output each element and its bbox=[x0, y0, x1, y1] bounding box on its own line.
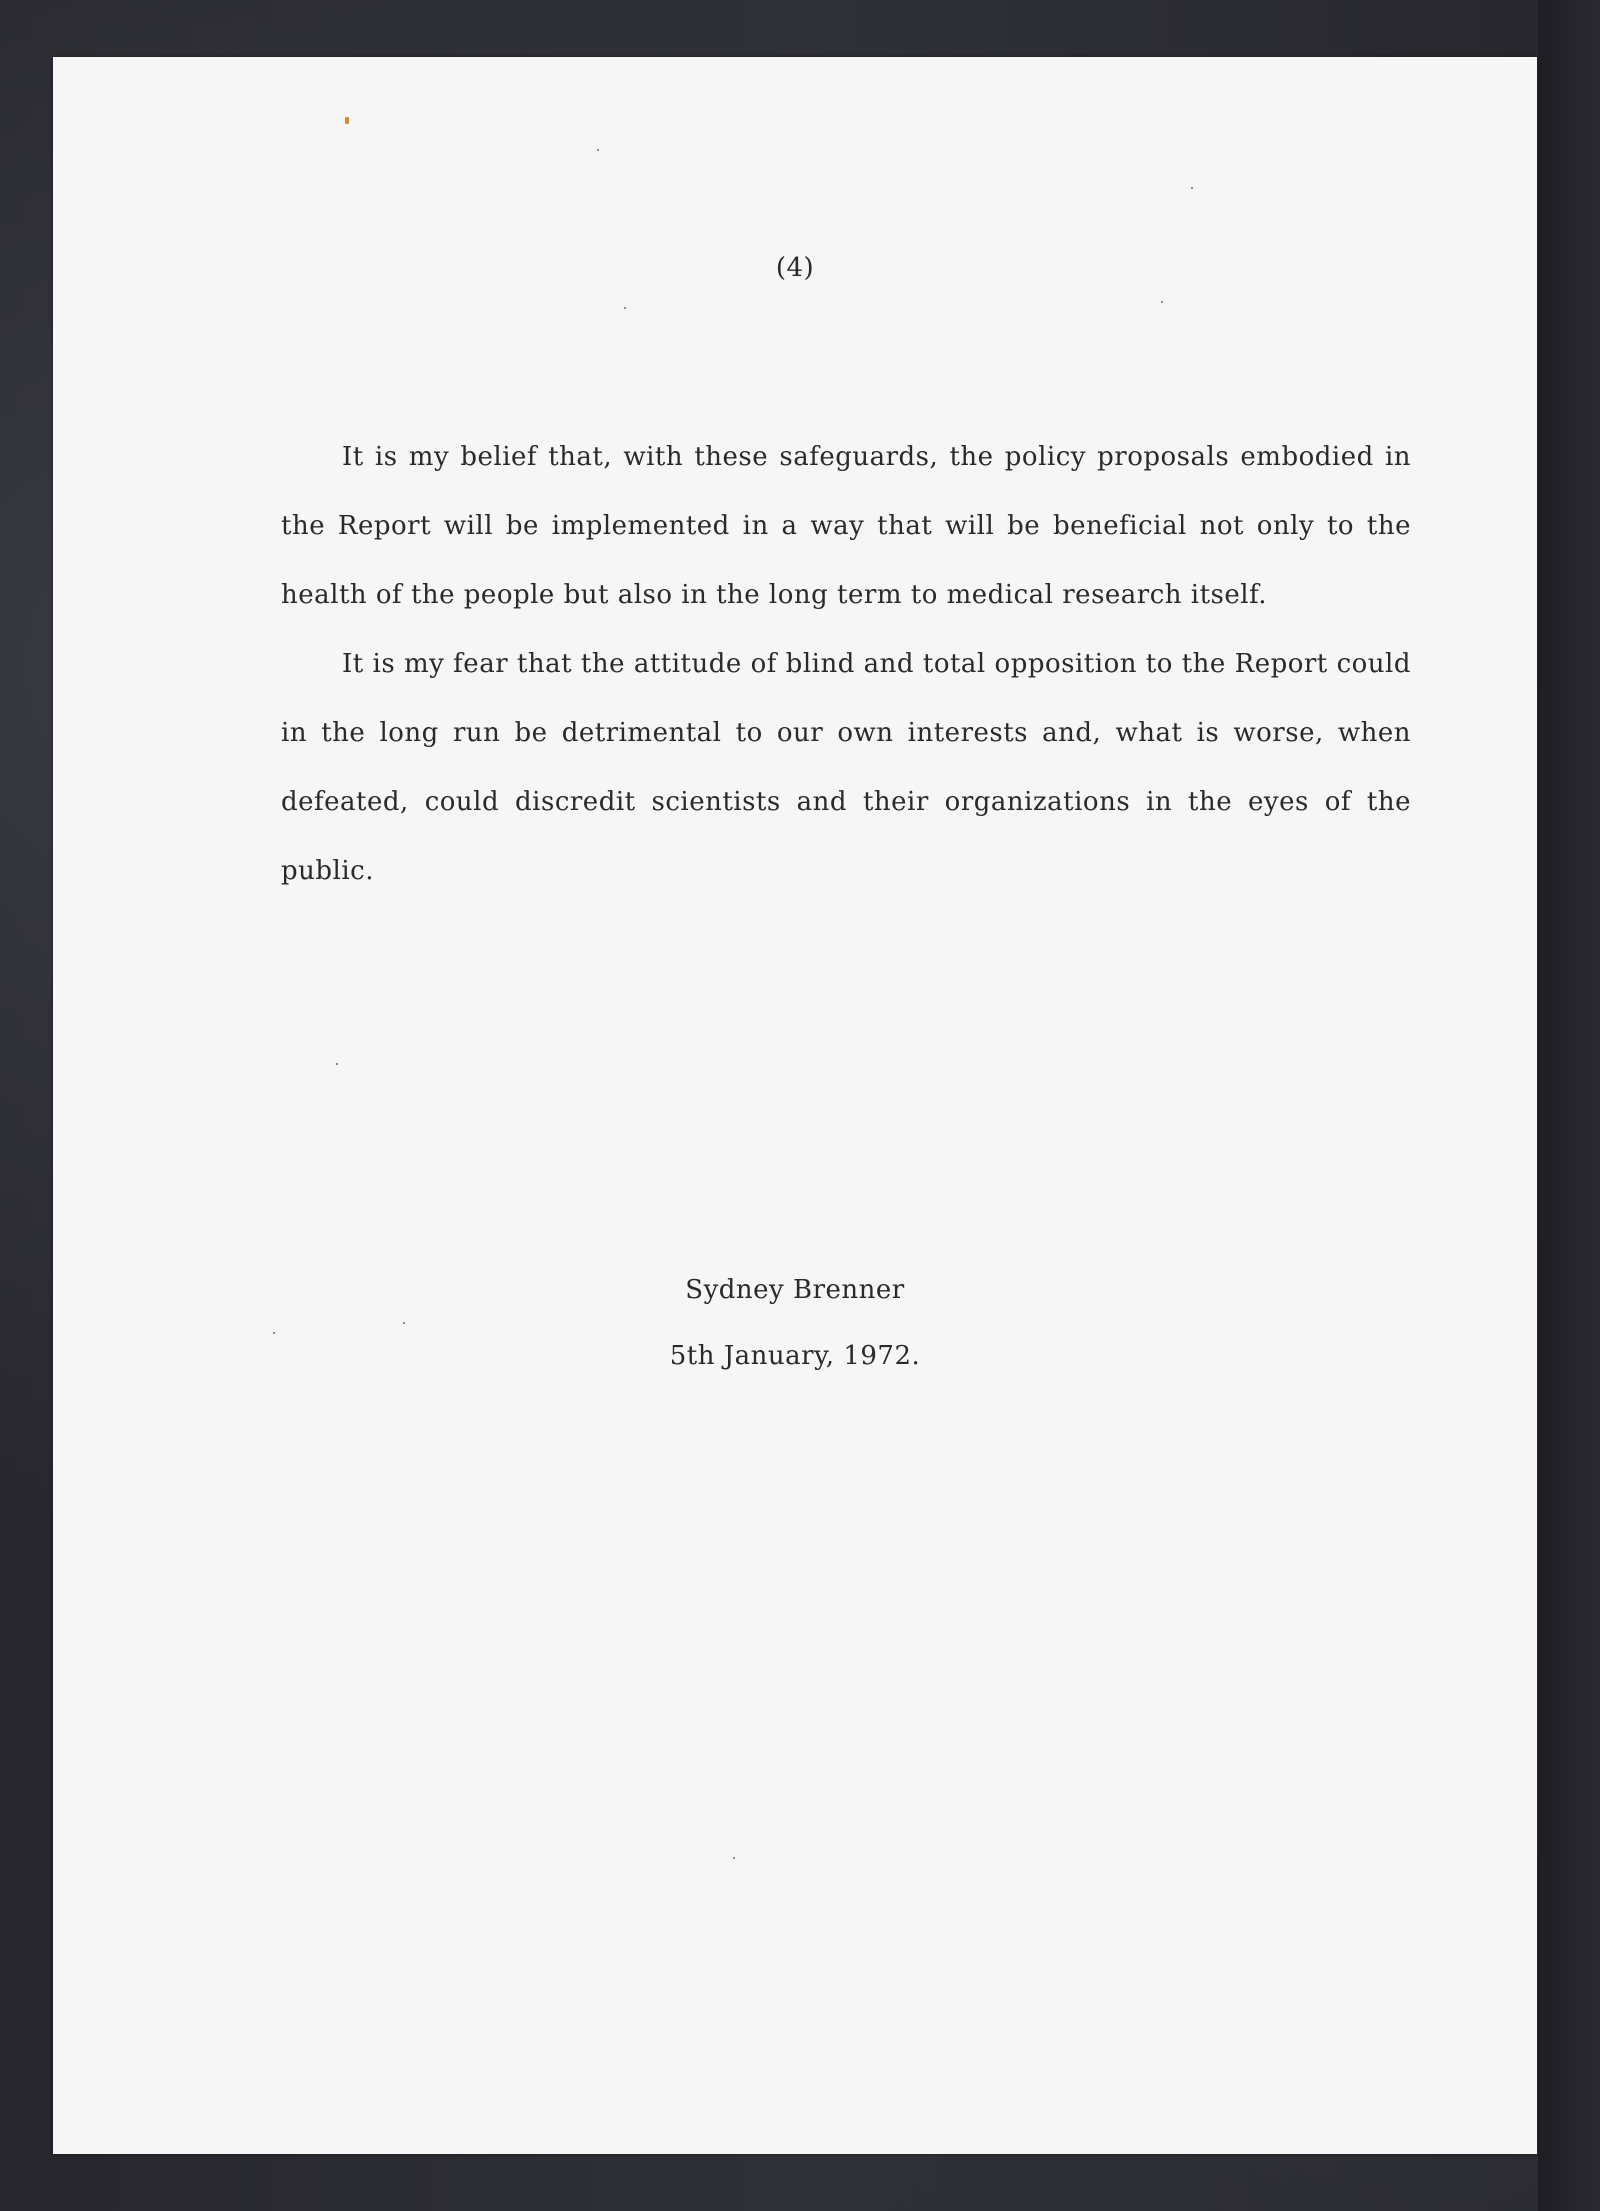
page-number: (4) bbox=[775, 253, 815, 283]
signature-block bbox=[53, 1257, 1537, 1389]
paper-speck bbox=[733, 1857, 735, 1859]
paper-speck bbox=[345, 117, 349, 124]
document-page bbox=[53, 57, 1537, 2154]
paragraph-2: It is my fear that the attitude of blind and total opposition to the Report could in the long run be detrimental to our own interests and, what is worse, when defeated, could discredit scientists and their organizations in the eyes of the public. bbox=[281, 649, 1411, 886]
signature-date: 5th January, 1972. bbox=[669, 1341, 921, 1371]
signature-name: Sydney Brenner bbox=[685, 1275, 905, 1305]
paper-speck bbox=[1161, 301, 1163, 303]
scan-background-edge bbox=[1538, 0, 1600, 2211]
paper-speck bbox=[624, 307, 626, 309]
paper-speck bbox=[597, 149, 599, 151]
paragraph-1: It is my belief that, with these safeguards, the policy proposals embodied in the Report will be implemented in a way that will be beneficial not only to the health of the people but also in the long term to medical research itself. bbox=[281, 442, 1411, 610]
paper-speck bbox=[1191, 187, 1193, 189]
letter-body bbox=[281, 423, 1411, 906]
paper-speck bbox=[336, 1063, 338, 1065]
